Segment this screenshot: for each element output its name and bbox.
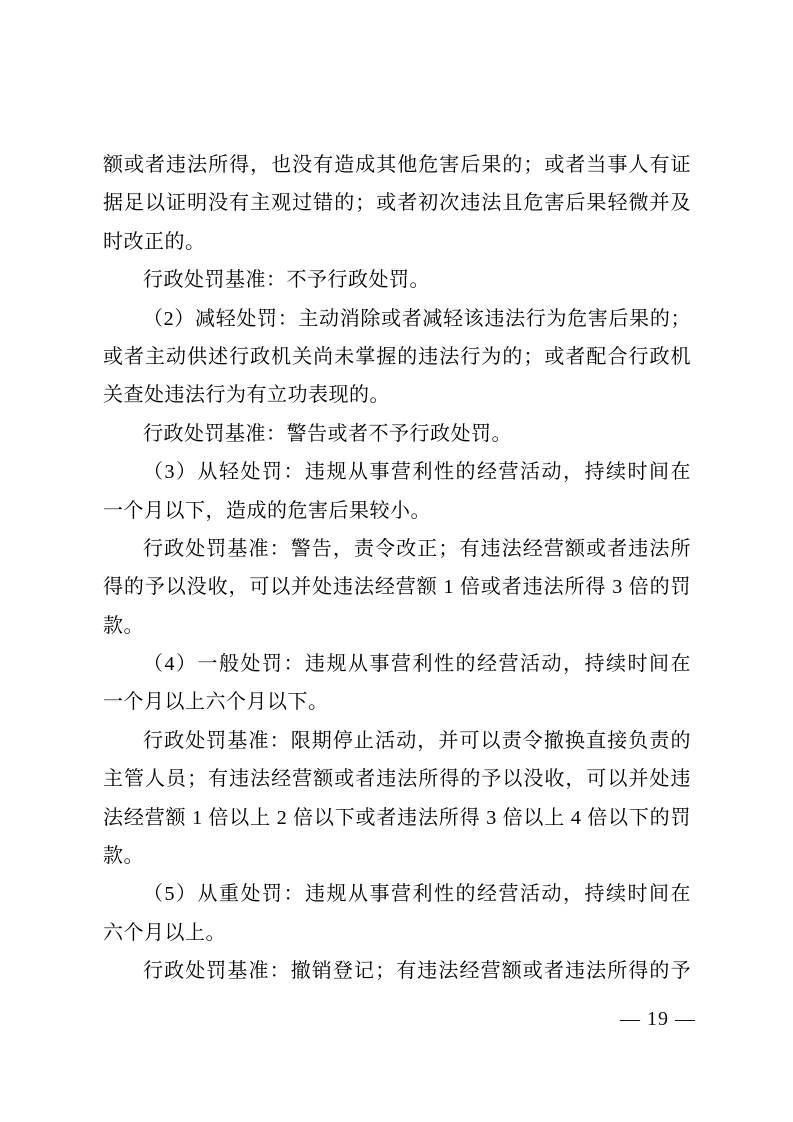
text-line: 六个月以上。	[103, 921, 226, 944]
text-line: 据足以证明没有主观过错的；或者初次违法且危害后果轻微并及	[103, 192, 691, 215]
text-line: （5）从重处罚：违规从事营利性的经营活动，持续时间在	[143, 883, 691, 906]
text-line: 或者主动供述行政机关尚未掌握的违法行为的；或者配合行政机	[103, 345, 691, 368]
text-line: 额或者违法所得，也没有造成其他危害后果的；或者当事人有证	[103, 154, 691, 176]
text-line: 行政处罚基准：撤销登记；有违法经营额或者违法所得的予	[143, 960, 691, 983]
text-line: 款。	[103, 614, 144, 637]
text-line: （2）减轻处罚：主动消除或者减轻该违法行为危害后果的；	[143, 307, 691, 330]
text-line: 一个月以下，造成的危害后果较小。	[103, 499, 431, 522]
text-line: 时改正的。	[103, 230, 206, 253]
text-line: 主管人员；有违法经营额或者违法所得的予以没收，可以并处违	[103, 768, 691, 791]
text-line: 关查处违法行为有立功表现的。	[103, 384, 390, 407]
text-line: （3）从轻处罚：违规从事营利性的经营活动，持续时间在	[143, 461, 691, 484]
text-line: 一个月以上六个月以下。	[103, 691, 329, 714]
text-line: 款。	[103, 845, 144, 868]
text-line: 得的予以没收，可以并处违法经营额 1 倍或者违法所得 3 倍的罚	[103, 576, 691, 599]
document-body	[103, 146, 691, 991]
text-line: 行政处罚基准：警告，责令改正；有违法经营额或者违法所	[143, 537, 691, 560]
text-line: 行政处罚基准：限期停止活动，并可以责令撤换直接负责的	[143, 729, 691, 752]
text-line: 行政处罚基准：不予行政处罚。	[143, 269, 430, 292]
page-number: — 19 —	[620, 1008, 696, 1030]
text-line: 法经营额 1 倍以上 2 倍以下或者违法所得 3 倍以上 4 倍以下的罚	[103, 806, 691, 829]
text-line: （4）一般处罚：违规从事营利性的经营活动，持续时间在	[143, 653, 691, 676]
text-line: 行政处罚基准：警告或者不予行政处罚。	[143, 422, 512, 445]
